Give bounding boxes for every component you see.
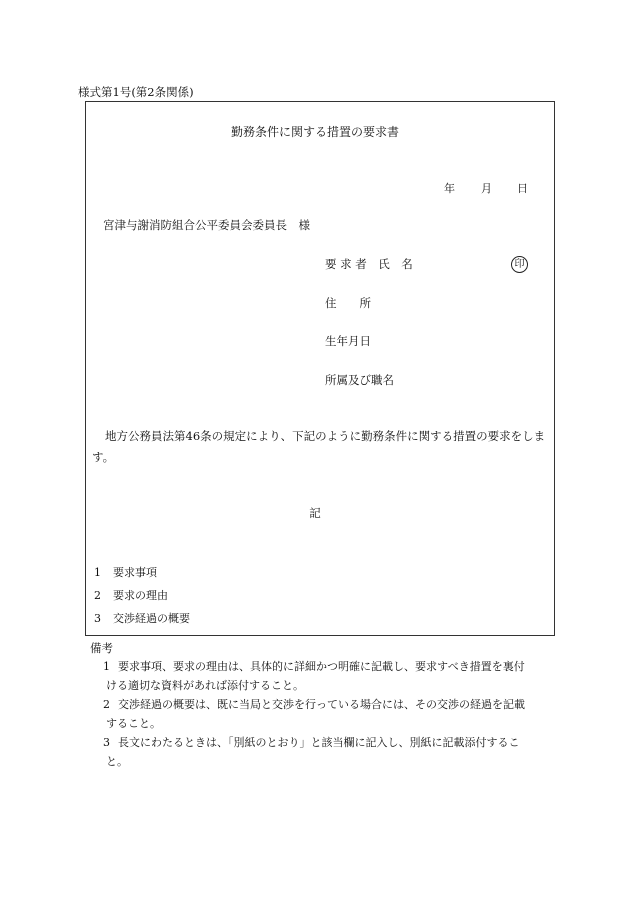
birth-date-label: 生年月日 xyxy=(325,334,371,348)
date-day-label: 日 xyxy=(517,182,528,195)
form-number-label: 様式第1号(第2条関係) xyxy=(78,85,194,99)
list-item: 3 交渉経過の概要 xyxy=(94,612,190,625)
seal-mark: 印 xyxy=(511,256,528,273)
list-item: 2 要求の理由 xyxy=(94,589,168,602)
requester-name-label: 要 求 者 氏 名 xyxy=(325,257,413,271)
addressee: 宮津与謝消防組合公平委員会委員長 様 xyxy=(103,218,310,232)
document-title: 勤務条件に関する措置の要求書 xyxy=(230,125,399,139)
note-item: 3 長文にわたるときは、「別紙のとおり」と該当欄に記入し、別紙に記載添付するこ と。 xyxy=(103,736,520,768)
note-item: 1 要求事項、要求の理由は、具体的に詳細かつ明確に記載し、要求すべき措置を裏付 ける適切な資料があれば添付すること。 xyxy=(103,660,525,692)
date-month-label: 月 xyxy=(481,182,492,195)
notes-heading: 備考 xyxy=(90,641,113,655)
body-paragraph: 地方公務員法第46条の規定により、下記のように勤務条件に関する措置の要求をします。 xyxy=(92,429,546,464)
address-label: 住 所 xyxy=(325,296,371,310)
date-year-label: 年 xyxy=(444,182,455,195)
affiliation-label: 所属及び職名 xyxy=(325,373,394,387)
ki-heading: 記 xyxy=(309,506,321,520)
list-item: 1 要求事項 xyxy=(94,566,157,579)
note-item: 2 交渉経過の概要は、既に当局と交渉を行っている場合には、その交渉の経過を記載 すること。 xyxy=(103,698,525,730)
